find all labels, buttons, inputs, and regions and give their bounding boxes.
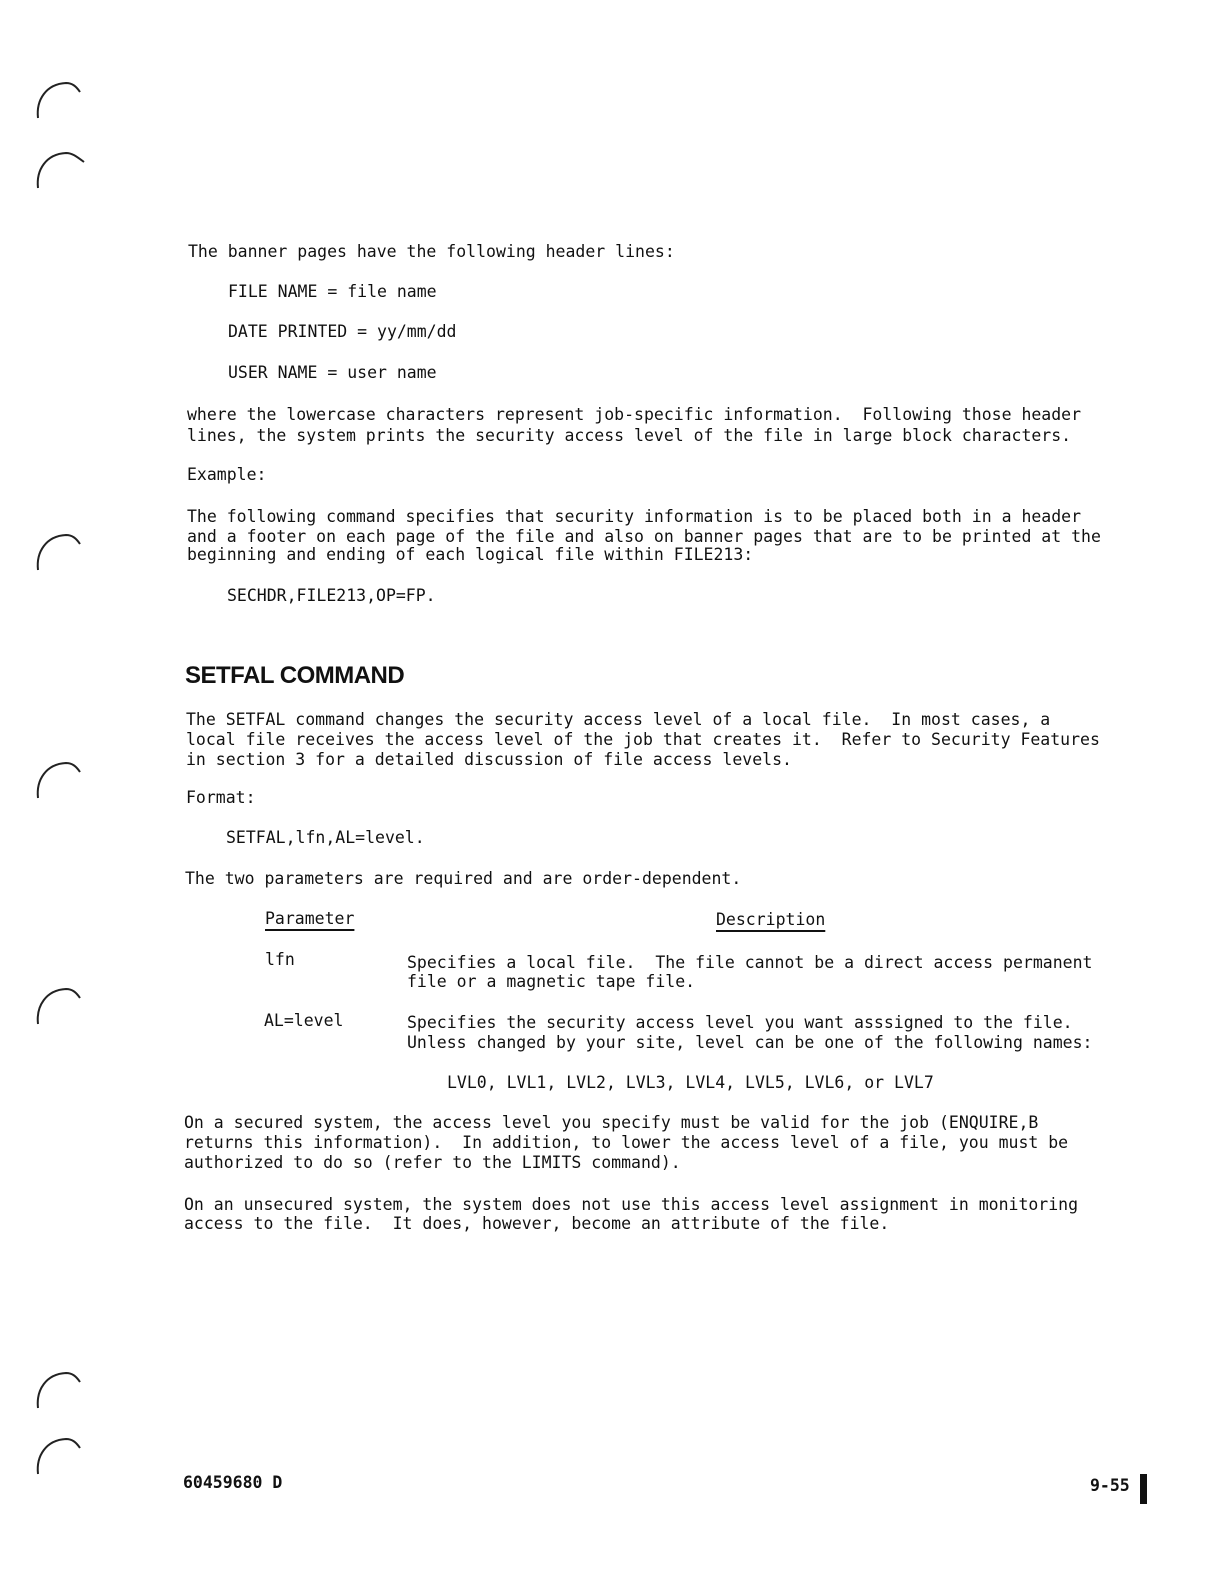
param-name: AL=level [264,1011,344,1030]
binder-hole-mark [32,1436,92,1476]
paragraph-line: On an unsecured system, the system does not use this access level assignment in monitoring [184,1195,1079,1214]
paragraph-line: and a footer on each page of the file and also on banner pages that are to be printed at the [187,527,1101,546]
param-description-line: Specifies a local file. The file cannot be a direct access permanent [407,953,1093,972]
format-command: SETFAL,lfn,AL=level. [226,828,425,847]
params-intro: The two parameters are required and are order-dependent. [185,869,742,888]
paragraph-line: access to the file. It does, however, become an attribute of the file. [184,1214,890,1233]
param-description-line: Unless changed by your site, level can be one of the following names: [407,1033,1093,1052]
param-name: lfn [265,950,295,969]
header-line-date-printed: DATE PRINTED = yy/mm/dd [228,322,457,341]
table-header-description: Description [716,910,826,929]
binder-hole-mark [32,1370,92,1410]
example-label: Example: [187,465,267,484]
paragraph-line: The following command specifies that security information is to be placed both in a header [187,507,1082,526]
paragraph-line: beginning and ending of each logical file within FILE213: [187,545,754,564]
paragraph-line: The SETFAL command changes the security access level of a local file. In most cases, a [186,710,1051,729]
footer-page-number: 9-55 [1090,1476,1130,1495]
change-bar [1140,1474,1147,1504]
header-line-file-name: FILE NAME = file name [228,282,437,301]
banner-intro: The banner pages have the following header lines: [188,242,675,261]
paragraph-line: returns this information). In addition, to lower the access level of a file, you must be [184,1133,1069,1152]
paragraph-line: lines, the system prints the security access level of the file in large block characters. [187,426,1072,445]
header-line-user-name: USER NAME = user name [228,363,437,382]
binder-hole-mark [32,760,92,800]
binder-hole-mark [32,80,92,120]
paragraph-line: where the lowercase characters represent job-specific information. Following those header [187,405,1082,424]
binder-hole-mark [32,986,92,1026]
paragraph-line: On a secured system, the access level you specify must be valid for the job (ENQUIRE,B [184,1113,1039,1132]
paragraph-line: in section 3 for a detailed discussion of file access levels. [186,750,792,769]
section-heading: SETFAL COMMAND [185,662,405,689]
binder-hole-mark [32,150,92,190]
binder-hole-mark [32,532,92,572]
paragraph-line: local file receives the access level of the job that creates it. Refer to Security Features [186,730,1100,749]
param-description-line: file or a magnetic tape file. [407,972,696,991]
footer-doc-number: 60459680 D [183,1473,283,1492]
paragraph-line: authorized to do so (refer to the LIMITS command). [184,1153,681,1172]
example-command: SECHDR,FILE213,OP=FP. [227,586,436,605]
table-header-parameter: Parameter [265,909,355,928]
format-label: Format: [186,788,256,807]
param-description-line: Specifies the security access level you want asssigned to the file. [407,1013,1073,1032]
level-names: LVL0, LVL1, LVL2, LVL3, LVL4, LVL5, LVL6, or LVL7 [447,1073,934,1092]
